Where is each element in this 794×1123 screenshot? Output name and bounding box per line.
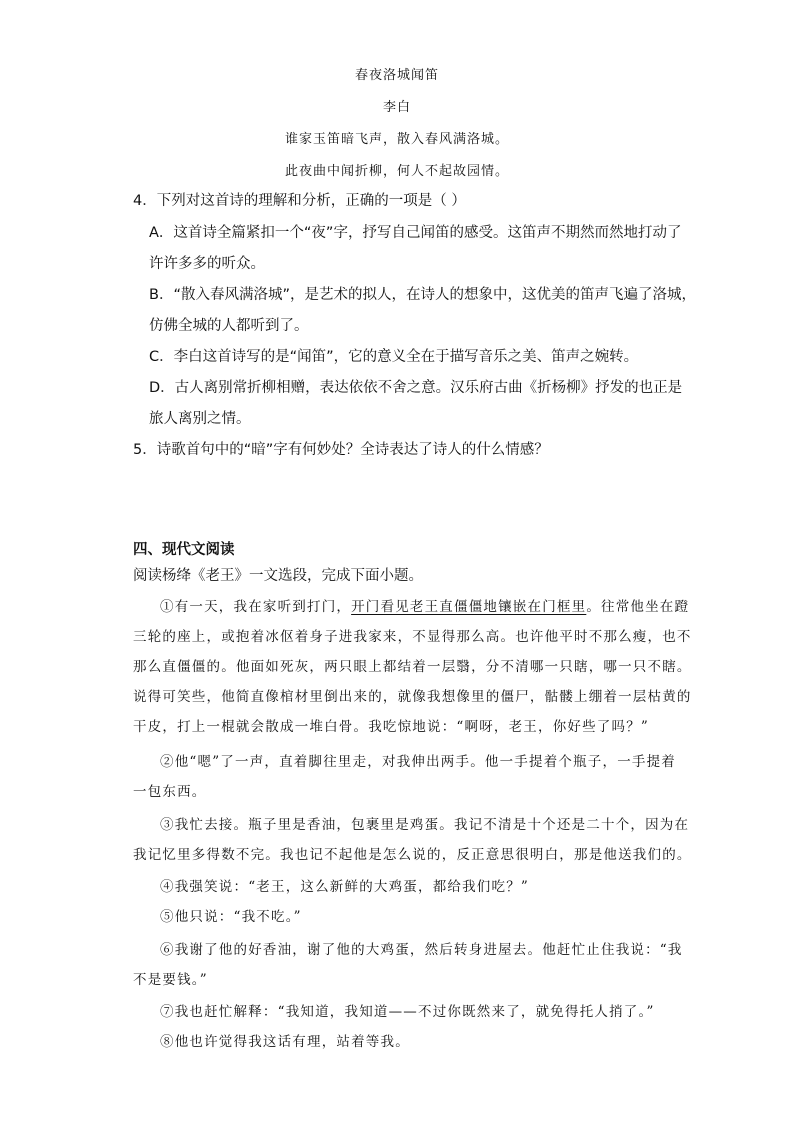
passage-p2-line-2: 一包东西。 (133, 784, 207, 800)
passage-p1-line-1 (160, 601, 689, 615)
passage-p1-line-4: 说得可笑些，他简直像棺材里倒出来的，就像我想像里的僵尸，骷髅上绷着一层枯黄的 (133, 689, 692, 705)
passage-p1-line-5: 干皮，打上一棍就会散成一堆白骨。我吃惊地说：“啊呀，老王，你好些了吗？” (133, 719, 650, 735)
section-intro: 阅读杨绛《老王》一文选段，完成下面小题。 (133, 568, 423, 584)
poem-author: 李白 (382, 100, 411, 115)
poem-line-1: 谁家玉笛暗飞声，散入春风满洛城。 (284, 132, 509, 147)
section-heading: 四、现代文阅读 (133, 542, 235, 558)
underlined-sentence: 开门看见老王直僵僵地镶嵌在门框里 (351, 599, 587, 615)
passage-p5: ⑤他只说：“我不吃。” (160, 909, 302, 925)
option-d-line-1: D．古人离别常折柳相赠，表达依依不舍之意。汉乐府古曲《折杨柳》抒发的也正是 (149, 380, 683, 396)
passage-p6-line-2: 不是要钱。” (133, 972, 208, 988)
passage-p3-line-1: ③我忙去接。瓶子里是香油，包裹里是鸡蛋。我记不清是十个还是二十个，因为在 (160, 817, 690, 833)
option-b-line-1: B．“散入春风满洛城”，是艺术的拟人，在诗人的想象中，这优美的笛声飞遍了洛城， (149, 287, 696, 303)
passage-p1-text-b: 。往常他坐在蹬 (586, 599, 690, 615)
question-4-stem: 4．下列对这首诗的理解和分析，正确的一项是（ ） (133, 193, 466, 209)
passage-p2-line-1: ②他“嗯”了一声，直着脚往里走，对我伸出两手。他一手提着个瓶子，一手提着 (160, 754, 677, 770)
passage-p1-line-3: 那么直僵僵的。他面如死灰，两只眼上都结着一层翳，分不清哪一只瞎，哪一只不瞎。 (133, 659, 692, 675)
option-d-line-2: 旅人离别之情。 (149, 411, 251, 427)
option-a-line-1: A．这首诗全篇紧扣一个“夜”字，抒写自己闻笛的感受。这笛声不期然而然地打动了 (149, 225, 682, 241)
passage-p1-text-a: ①有一天，我在家听到打门， (160, 599, 352, 615)
passage-p3-line-2: 我记忆里多得数不完。我也记不起他是怎么说的，反正意思很明白，那是他送我们的。 (133, 847, 692, 863)
question-5-stem: 5．诗歌首句中的“暗”字有何妙处？全诗表达了诗人的什么情感？ (133, 442, 549, 458)
option-c-line-1: C．李白这首诗写的是“闻笛”，它的意义全在于描写音乐之美、笛声之婉转。 (149, 349, 639, 365)
passage-p4: ④我强笑说：“老王，这么新鲜的大鸡蛋，都给我们吃？” (160, 879, 530, 895)
option-a-line-2: 许许多多的听众。 (149, 256, 265, 272)
passage-p8: ⑧他也许觉得我这话有理，站着等我。 (160, 1034, 410, 1050)
poem-line-2: 此夜曲中闻折柳，何人不起故园情。 (284, 164, 509, 179)
passage-p6-line-1: ⑥我谢了他的好香油，谢了他的大鸡蛋，然后转身进屋去。他赶忙止住我说：“我 (160, 942, 683, 958)
passage-p7: ⑦我也赶忙解释：“我知道，我知道——不过你既然来了，就免得托人捎了。” (160, 1004, 655, 1020)
poem-title: 春夜洛城闻笛 (354, 68, 439, 83)
passage-p1-line-2: 三轮的座上，或抱着冰伛着身子进我家来，不显得那么高。也许他平时不那么瘦，也不 (133, 629, 692, 645)
option-b-line-2: 仿佛全城的人都听到了。 (149, 318, 309, 334)
